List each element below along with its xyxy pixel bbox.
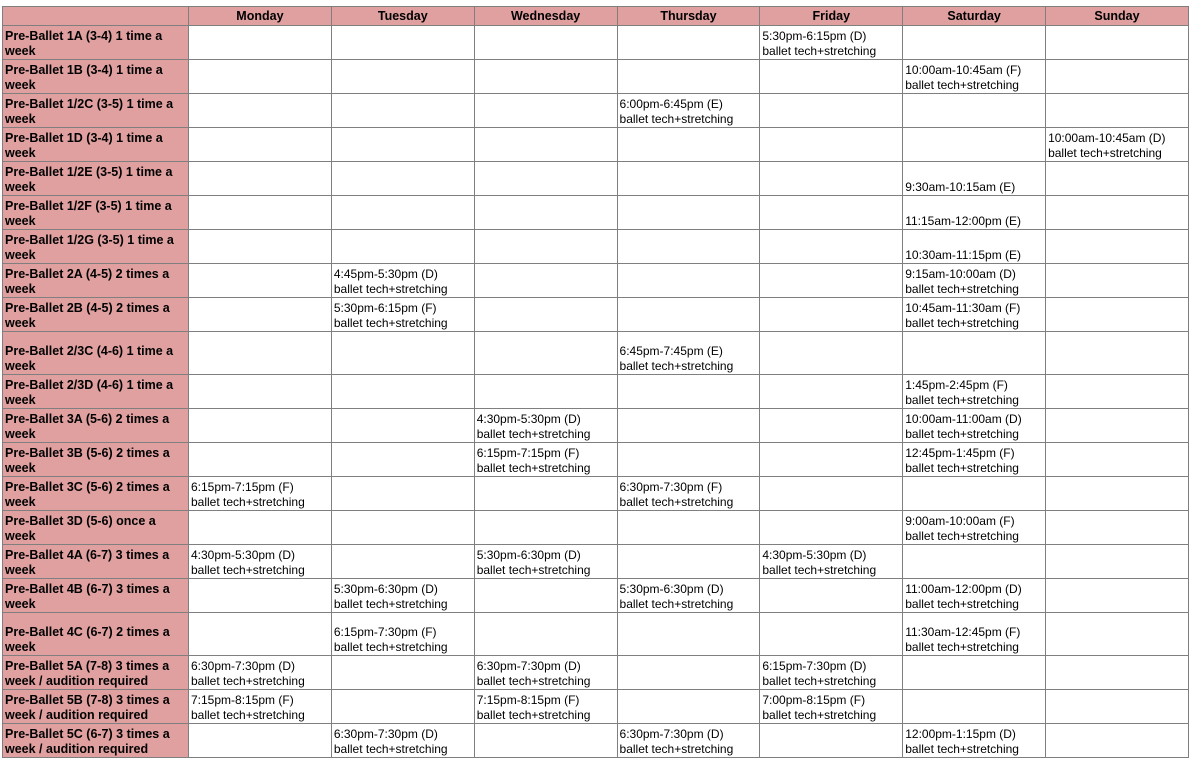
class-name-cell[interactable]: Pre-Ballet 3D (5-6) once a week <box>3 511 189 545</box>
schedule-cell-friday[interactable] <box>760 162 903 196</box>
schedule-cell-tuesday[interactable]: 6:15pm-7:30pm (F) ballet tech+stretching <box>331 613 474 656</box>
schedule-cell-thursday[interactable] <box>617 128 760 162</box>
schedule-cell-tuesday[interactable]: 6:30pm-7:30pm (D) ballet tech+stretching <box>331 724 474 758</box>
schedule-cell-sunday[interactable] <box>1046 409 1189 443</box>
schedule-cell-saturday[interactable]: 11:15am-12:00pm (E) <box>903 196 1046 230</box>
class-name-cell[interactable]: Pre-Ballet 1/2C (3-5) 1 time a week <box>3 94 189 128</box>
day-header-monday[interactable]: Monday <box>189 7 332 26</box>
schedule-cell-wednesday[interactable] <box>474 724 617 758</box>
schedule-cell-wednesday[interactable]: 6:30pm-7:30pm (D) ballet tech+stretching <box>474 656 617 690</box>
schedule-cell-tuesday[interactable]: 5:30pm-6:30pm (D) ballet tech+stretching <box>331 579 474 613</box>
schedule-cell-sunday[interactable] <box>1046 196 1189 230</box>
schedule-cell-wednesday[interactable] <box>474 196 617 230</box>
day-header-thursday[interactable]: Thursday <box>617 7 760 26</box>
schedule-cell-monday[interactable] <box>189 298 332 332</box>
schedule-cell-wednesday[interactable] <box>474 579 617 613</box>
schedule-cell-wednesday[interactable] <box>474 477 617 511</box>
schedule-cell-wednesday[interactable] <box>474 230 617 264</box>
schedule-cell-sunday[interactable] <box>1046 613 1189 656</box>
schedule-cell-friday[interactable] <box>760 298 903 332</box>
schedule-cell-thursday[interactable] <box>617 162 760 196</box>
schedule-cell-thursday[interactable]: 6:00pm-6:45pm (E) ballet tech+stretching <box>617 94 760 128</box>
schedule-cell-wednesday[interactable] <box>474 60 617 94</box>
schedule-body <box>3 26 1189 758</box>
schedule-cell-saturday[interactable]: 10:00am-10:45am (F) ballet tech+stretching <box>903 60 1046 94</box>
schedule-cell-sunday[interactable] <box>1046 94 1189 128</box>
schedule-cell-tuesday[interactable] <box>331 443 474 477</box>
schedule-cell-monday[interactable] <box>189 128 332 162</box>
table-row <box>3 264 1189 298</box>
schedule-cell-friday[interactable] <box>760 230 903 264</box>
header-row <box>3 7 1189 26</box>
schedule-cell-saturday[interactable] <box>903 94 1046 128</box>
schedule-cell-tuesday[interactable] <box>331 332 474 375</box>
schedule-cell-tuesday[interactable] <box>331 477 474 511</box>
class-name-cell[interactable]: Pre-Ballet 2/3D (4-6) 1 time a week <box>3 375 189 409</box>
day-header-sunday[interactable]: Sunday <box>1046 7 1189 26</box>
schedule-cell-friday[interactable] <box>760 409 903 443</box>
schedule-cell-thursday[interactable] <box>617 230 760 264</box>
schedule-cell-friday[interactable]: 5:30pm-6:15pm (D) ballet tech+stretching <box>760 26 903 60</box>
schedule-cell-sunday[interactable] <box>1046 656 1189 690</box>
schedule-cell-sunday[interactable] <box>1046 443 1189 477</box>
schedule-cell-friday[interactable] <box>760 332 903 375</box>
schedule-cell-monday[interactable]: 4:30pm-5:30pm (D) ballet tech+stretching <box>189 545 332 579</box>
schedule-cell-saturday[interactable]: 11:30am-12:45pm (F) ballet tech+stretching <box>903 613 1046 656</box>
schedule-cell-sunday[interactable] <box>1046 26 1189 60</box>
schedule-cell-monday[interactable]: 7:15pm-8:15pm (F) ballet tech+stretching <box>189 690 332 724</box>
schedule-cell-saturday[interactable] <box>903 332 1046 375</box>
schedule-cell-monday[interactable] <box>189 94 332 128</box>
class-name-cell[interactable]: Pre-Ballet 5A (7-8) 3 times a week / audition required <box>3 656 189 690</box>
class-name-cell[interactable]: Pre-Ballet 5C (6-7) 3 times a week / audition required <box>3 724 189 758</box>
schedule-cell-thursday[interactable]: 6:30pm-7:30pm (D) ballet tech+stretching <box>617 724 760 758</box>
schedule-cell-wednesday[interactable] <box>474 511 617 545</box>
table-row <box>3 60 1189 94</box>
schedule-cell-monday[interactable] <box>189 332 332 375</box>
table-row <box>3 26 1189 60</box>
schedule-cell-friday[interactable] <box>760 128 903 162</box>
schedule-cell-thursday[interactable] <box>617 60 760 94</box>
schedule-cell-monday[interactable] <box>189 724 332 758</box>
schedule-cell-wednesday[interactable] <box>474 332 617 375</box>
schedule-cell-monday[interactable] <box>189 409 332 443</box>
table-row <box>3 613 1189 656</box>
class-name-cell[interactable]: Pre-Ballet 2/3C (4-6) 1 time a week <box>3 332 189 375</box>
schedule-cell-thursday[interactable] <box>617 690 760 724</box>
schedule-cell-tuesday[interactable] <box>331 230 474 264</box>
schedule-cell-wednesday[interactable]: 4:30pm-5:30pm (D) ballet tech+stretching <box>474 409 617 443</box>
class-name-cell[interactable]: Pre-Ballet 1/2G (3-5) 1 time a week <box>3 230 189 264</box>
class-name-cell[interactable]: Pre-Ballet 5B (7-8) 3 times a week / audition required <box>3 690 189 724</box>
schedule-cell-saturday[interactable] <box>903 545 1046 579</box>
schedule-cell-tuesday[interactable] <box>331 409 474 443</box>
schedule-cell-saturday[interactable]: 10:45am-11:30am (F) ballet tech+stretching <box>903 298 1046 332</box>
schedule-cell-sunday[interactable] <box>1046 724 1189 758</box>
schedule-cell-sunday[interactable]: 10:00am-10:45am (D) ballet tech+stretching <box>1046 128 1189 162</box>
schedule-cell-saturday[interactable] <box>903 656 1046 690</box>
schedule-cell-sunday[interactable] <box>1046 375 1189 409</box>
schedule-cell-tuesday[interactable] <box>331 128 474 162</box>
schedule-cell-wednesday[interactable] <box>474 264 617 298</box>
schedule-cell-saturday[interactable]: 10:30am-11:15pm (E) <box>903 230 1046 264</box>
schedule-cell-friday[interactable] <box>760 477 903 511</box>
day-header-friday[interactable]: Friday <box>760 7 903 26</box>
schedule-cell-monday[interactable] <box>189 162 332 196</box>
table-row <box>3 128 1189 162</box>
schedule-sheet <box>2 6 1188 758</box>
day-header-tuesday[interactable]: Tuesday <box>331 7 474 26</box>
schedule-cell-monday[interactable]: 6:15pm-7:15pm (F) ballet tech+stretching <box>189 477 332 511</box>
schedule-cell-sunday[interactable] <box>1046 511 1189 545</box>
day-header-saturday[interactable]: Saturday <box>903 7 1046 26</box>
schedule-cell-wednesday[interactable] <box>474 162 617 196</box>
schedule-cell-saturday[interactable]: 12:00pm-1:15pm (D) ballet tech+stretching <box>903 724 1046 758</box>
schedule-cell-wednesday[interactable]: 6:15pm-7:15pm (F) ballet tech+stretching <box>474 443 617 477</box>
schedule-cell-thursday[interactable] <box>617 298 760 332</box>
schedule-cell-thursday[interactable]: 5:30pm-6:30pm (D) ballet tech+stretching <box>617 579 760 613</box>
schedule-cell-friday[interactable] <box>760 60 903 94</box>
schedule-cell-thursday[interactable] <box>617 613 760 656</box>
schedule-cell-sunday[interactable] <box>1046 230 1189 264</box>
schedule-cell-monday[interactable] <box>189 579 332 613</box>
schedule-cell-saturday[interactable]: 12:45pm-1:45pm (F) ballet tech+stretching <box>903 443 1046 477</box>
class-name-cell[interactable]: Pre-Ballet 1A (3-4) 1 time a week <box>3 26 189 60</box>
schedule-cell-thursday[interactable] <box>617 511 760 545</box>
schedule-cell-sunday[interactable] <box>1046 690 1189 724</box>
class-name-cell[interactable]: Pre-Ballet 4C (6-7) 2 times a week <box>3 613 189 656</box>
schedule-cell-monday[interactable] <box>189 613 332 656</box>
schedule-cell-monday[interactable] <box>189 443 332 477</box>
schedule-cell-thursday[interactable] <box>617 443 760 477</box>
schedule-cell-tuesday[interactable] <box>331 690 474 724</box>
class-name-cell[interactable]: Pre-Ballet 4B (6-7) 3 times a week <box>3 579 189 613</box>
table-row <box>3 196 1189 230</box>
schedule-cell-wednesday[interactable] <box>474 298 617 332</box>
schedule-cell-tuesday[interactable] <box>331 162 474 196</box>
schedule-cell-friday[interactable]: 7:00pm-8:15pm (F) ballet tech+stretching <box>760 690 903 724</box>
schedule-cell-sunday[interactable] <box>1046 579 1189 613</box>
table-row <box>3 298 1189 332</box>
table-row <box>3 230 1189 264</box>
schedule-cell-sunday[interactable] <box>1046 264 1189 298</box>
schedule-cell-monday[interactable] <box>189 26 332 60</box>
schedule-cell-thursday[interactable] <box>617 656 760 690</box>
schedule-cell-thursday[interactable] <box>617 26 760 60</box>
schedule-cell-friday[interactable] <box>760 511 903 545</box>
day-header-wednesday[interactable]: Wednesday <box>474 7 617 26</box>
table-row <box>3 332 1189 375</box>
schedule-cell-friday[interactable] <box>760 443 903 477</box>
schedule-cell-thursday[interactable] <box>617 409 760 443</box>
table-row <box>3 477 1189 511</box>
schedule-cell-saturday[interactable] <box>903 477 1046 511</box>
schedule-cell-wednesday[interactable] <box>474 26 617 60</box>
schedule-cell-monday[interactable] <box>189 196 332 230</box>
table-row <box>3 94 1189 128</box>
schedule-cell-saturday[interactable] <box>903 690 1046 724</box>
schedule-cell-friday[interactable] <box>760 264 903 298</box>
schedule-cell-tuesday[interactable] <box>331 656 474 690</box>
schedule-cell-sunday[interactable] <box>1046 545 1189 579</box>
schedule-cell-monday[interactable] <box>189 375 332 409</box>
schedule-cell-sunday[interactable] <box>1046 162 1189 196</box>
schedule-cell-wednesday[interactable] <box>474 613 617 656</box>
schedule-table <box>2 6 1189 758</box>
schedule-cell-saturday[interactable]: 1:45pm-2:45pm (F) ballet tech+stretching <box>903 375 1046 409</box>
table-row <box>3 409 1189 443</box>
schedule-cell-saturday[interactable]: 11:00am-12:00pm (D) ballet tech+stretching <box>903 579 1046 613</box>
schedule-cell-thursday[interactable] <box>617 545 760 579</box>
schedule-cell-friday[interactable] <box>760 375 903 409</box>
schedule-cell-thursday[interactable]: 6:45pm-7:45pm (E) ballet tech+stretching <box>617 332 760 375</box>
schedule-cell-tuesday[interactable] <box>331 60 474 94</box>
schedule-cell-monday[interactable] <box>189 60 332 94</box>
schedule-cell-wednesday[interactable] <box>474 128 617 162</box>
class-name-cell[interactable]: Pre-Ballet 3B (5-6) 2 times a week <box>3 443 189 477</box>
schedule-cell-wednesday[interactable] <box>474 94 617 128</box>
schedule-cell-thursday[interactable] <box>617 375 760 409</box>
schedule-cell-saturday[interactable]: 9:15am-10:00am (D) ballet tech+stretching <box>903 264 1046 298</box>
table-row <box>3 579 1189 613</box>
class-name-cell[interactable]: Pre-Ballet 3C (5-6) 2 times a week <box>3 477 189 511</box>
class-name-cell[interactable]: Pre-Ballet 1/2E (3-5) 1 time a week <box>3 162 189 196</box>
schedule-cell-sunday[interactable] <box>1046 332 1189 375</box>
schedule-cell-sunday[interactable] <box>1046 477 1189 511</box>
class-name-cell[interactable]: Pre-Ballet 4A (6-7) 3 times a week <box>3 545 189 579</box>
schedule-cell-tuesday[interactable] <box>331 196 474 230</box>
table-row <box>3 656 1189 690</box>
corner-cell[interactable] <box>3 7 189 26</box>
schedule-cell-saturday[interactable]: 9:30am-10:15am (E) <box>903 162 1046 196</box>
class-name-cell[interactable]: Pre-Ballet 1B (3-4) 1 time a week <box>3 60 189 94</box>
schedule-cell-tuesday[interactable] <box>331 375 474 409</box>
schedule-cell-tuesday[interactable] <box>331 511 474 545</box>
schedule-cell-monday[interactable]: 6:30pm-7:30pm (D) ballet tech+stretching <box>189 656 332 690</box>
class-name-cell[interactable]: Pre-Ballet 2B (4-5) 2 times a week <box>3 298 189 332</box>
schedule-cell-friday[interactable] <box>760 196 903 230</box>
table-row <box>3 511 1189 545</box>
schedule-cell-monday[interactable] <box>189 230 332 264</box>
schedule-cell-wednesday[interactable] <box>474 375 617 409</box>
schedule-cell-monday[interactable] <box>189 264 332 298</box>
table-row <box>3 162 1189 196</box>
schedule-cell-friday[interactable] <box>760 724 903 758</box>
schedule-cell-tuesday[interactable] <box>331 545 474 579</box>
schedule-cell-saturday[interactable] <box>903 128 1046 162</box>
schedule-cell-monday[interactable] <box>189 511 332 545</box>
schedule-cell-thursday[interactable] <box>617 264 760 298</box>
schedule-cell-sunday[interactable] <box>1046 298 1189 332</box>
schedule-cell-saturday[interactable]: 10:00am-11:00am (D) ballet tech+stretching <box>903 409 1046 443</box>
table-row <box>3 690 1189 724</box>
schedule-cell-tuesday[interactable]: 4:45pm-5:30pm (D) ballet tech+stretching <box>331 264 474 298</box>
schedule-cell-tuesday[interactable] <box>331 94 474 128</box>
class-name-cell[interactable]: Pre-Ballet 2A (4-5) 2 times a week <box>3 264 189 298</box>
table-row <box>3 724 1189 758</box>
schedule-cell-saturday[interactable]: 9:00am-10:00am (F) ballet tech+stretching <box>903 511 1046 545</box>
class-name-cell[interactable]: Pre-Ballet 1D (3-4) 1 time a week <box>3 128 189 162</box>
schedule-cell-friday[interactable] <box>760 613 903 656</box>
schedule-cell-tuesday[interactable]: 5:30pm-6:15pm (F) ballet tech+stretching <box>331 298 474 332</box>
schedule-cell-tuesday[interactable] <box>331 26 474 60</box>
schedule-cell-saturday[interactable] <box>903 26 1046 60</box>
schedule-cell-wednesday[interactable]: 7:15pm-8:15pm (F) ballet tech+stretching <box>474 690 617 724</box>
table-row <box>3 545 1189 579</box>
schedule-cell-friday[interactable]: 6:15pm-7:30pm (D) ballet tech+stretching <box>760 656 903 690</box>
schedule-cell-friday[interactable]: 4:30pm-5:30pm (D) ballet tech+stretching <box>760 545 903 579</box>
schedule-cell-friday[interactable] <box>760 579 903 613</box>
class-name-cell[interactable]: Pre-Ballet 3A (5-6) 2 times a week <box>3 409 189 443</box>
schedule-cell-thursday[interactable]: 6:30pm-7:30pm (F) ballet tech+stretching <box>617 477 760 511</box>
schedule-cell-sunday[interactable] <box>1046 60 1189 94</box>
schedule-cell-wednesday[interactable]: 5:30pm-6:30pm (D) ballet tech+stretching <box>474 545 617 579</box>
schedule-cell-friday[interactable] <box>760 94 903 128</box>
table-row <box>3 443 1189 477</box>
table-row <box>3 375 1189 409</box>
class-name-cell[interactable]: Pre-Ballet 1/2F (3-5) 1 time a week <box>3 196 189 230</box>
schedule-cell-thursday[interactable] <box>617 196 760 230</box>
